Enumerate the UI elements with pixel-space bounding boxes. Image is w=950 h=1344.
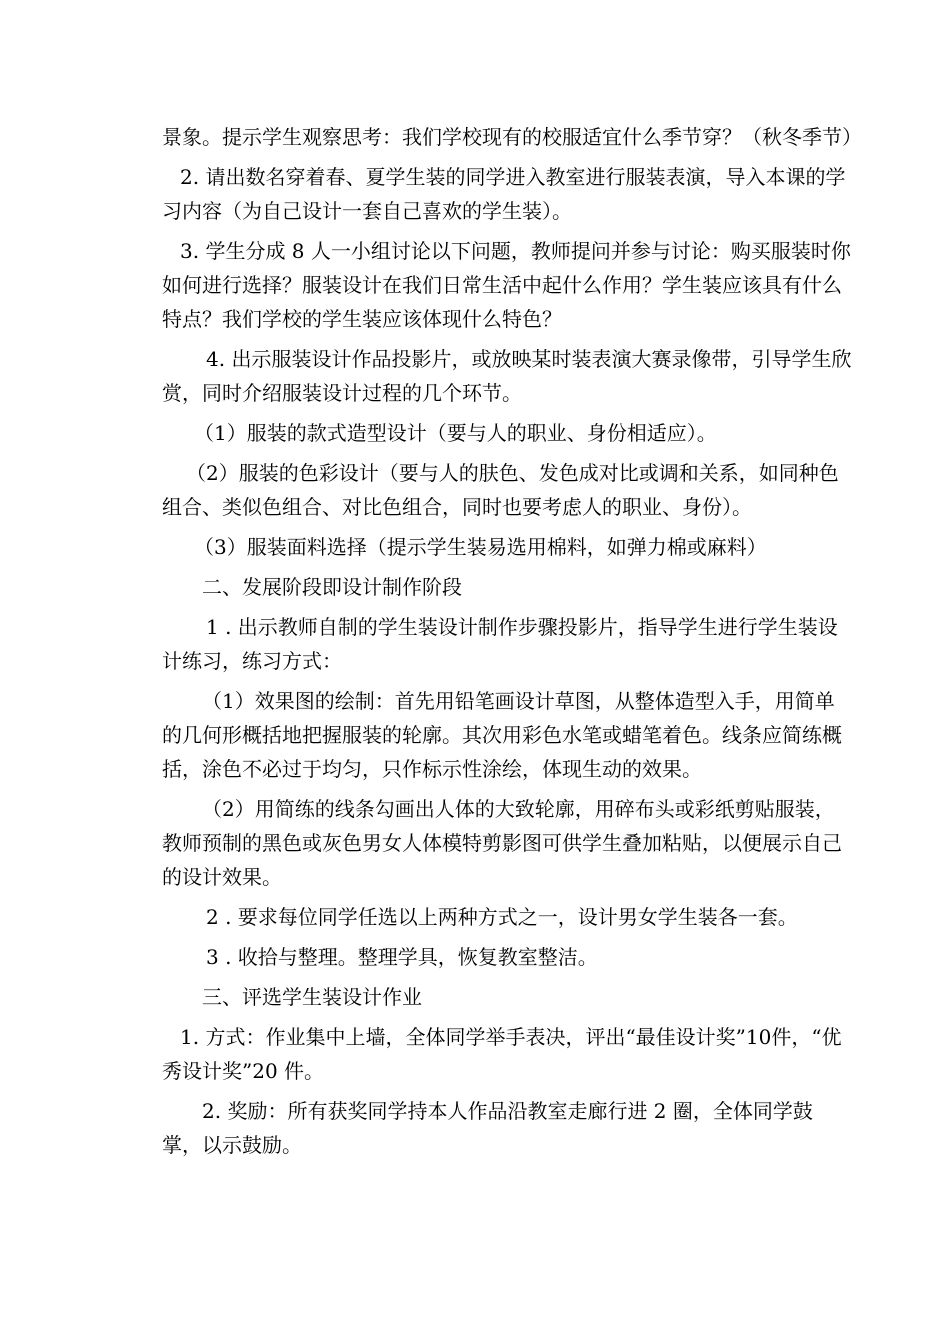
paragraph-method-1: （1）效果图的绘制：首先用铅笔画设计草图，从整体造型入手，用简单的几何形概括地把握服装的轮廓。其次用彩色水笔或蜡笔着色。线条应简练概括，涂色不必过于均匀，只作标示性涂绘，体现生动的效果。 [162,689,842,781]
document-body [162,120,862,1168]
paragraph-intro-continuation: 景象。提示学生观察思考：我们学校现有的校服适宜什么季节穿？（秋冬季节） [162,125,862,149]
paragraph-design-step-3: 3 . 收拾与整理。整理学具，恢复教室整洁。 [206,945,598,969]
section-heading-evaluation: 三、评选学生装设计作业 [202,985,422,1009]
paragraph-substep-3: （3）服装面料选择（提示学生装易选用棉料，如弹力棉或麻料） [194,535,767,559]
paragraph-step-4: 4. 出示服装设计作品投影片，或放映某时装表演大赛录像带，引导学生欣赏，同时介绍服装设计过程的几个环节。 [162,347,852,405]
paragraph-design-step-2: 2 . 要求每位同学任选以上两种方式之一，设计男女学生装各一套。 [206,905,798,929]
paragraph-evaluation-method: 1. 方式：作业集中上墙，全体同学举手表决，评出“最佳设计奖”10件，“优秀设计奖”20 件。 [162,1025,842,1083]
section-heading-development: 二、发展阶段即设计制作阶段 [202,575,462,599]
paragraph-step-2: 2. 请出数名穿着春、夏学生装的同学进入教室进行服装表演，导入本课的学习内容（为自己设计一套自己喜欢的学生装）。 [162,165,846,223]
paragraph-method-2: （2）用简练的线条勾画出人体的大致轮廓，用碎布头或彩纸剪贴服装，教师预制的黑色或灰色男女人体模特剪影图可供学生叠加粘贴，以便展示自己的设计效果。 [162,797,842,889]
paragraph-substep-2: （2）服装的色彩设计（要与人的肤色、发色成对比或调和关系，如同种色组合、类似色组合、对比色组合，同时也要考虑人的职业、身份）。 [162,461,839,519]
paragraph-design-step-1: 1 . 出示教师自制的学生装设计制作步骤投影片，指导学生进行学生装设计练习，练习方式： [162,615,838,673]
paragraph-substep-1: （1）服装的款式造型设计（要与人的职业、身份相适应）。 [194,421,717,445]
paragraph-evaluation-reward: 2. 奖励：所有获奖同学持本人作品沿教室走廊行进 2 圈，全体同学鼓掌，以示鼓励。 [162,1099,813,1157]
paragraph-step-3: 3. 学生分成 8 人一小组讨论以下问题，教师提问并参与讨论：购买服装时你如何进行选择？服装设计在我们日常生活中起什么作用？学生装应该具有什么特点？我们学校的学生装应该体现什么特色？ [162,239,851,331]
